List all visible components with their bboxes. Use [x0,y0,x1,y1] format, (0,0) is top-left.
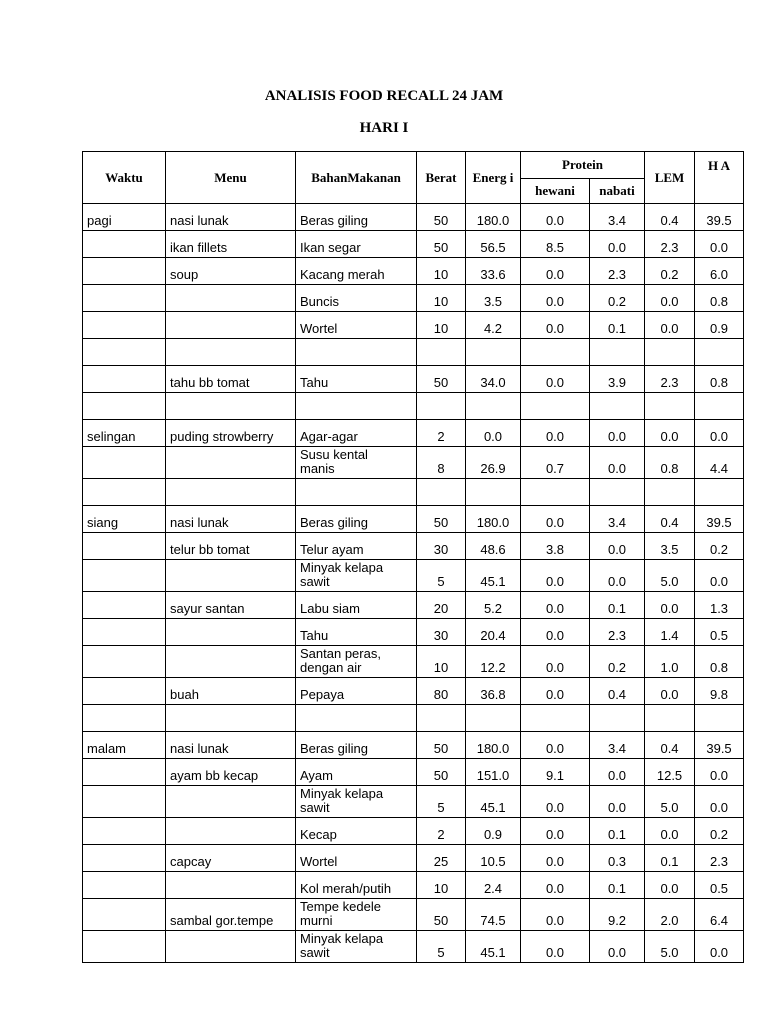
cell-nabati: 0.1 [590,592,645,619]
cell-energi: 10.5 [466,845,521,872]
cell-lem: 0.0 [645,312,695,339]
cell-waktu [83,285,166,312]
cell-waktu [83,619,166,646]
cell-energi: 34.0 [466,366,521,393]
cell-nabati: 0.0 [590,759,645,786]
cell-lem: 0.0 [645,872,695,899]
cell-energi: 4.2 [466,312,521,339]
cell-berat: 50 [417,899,466,931]
table-row [83,339,744,366]
table-row [83,678,744,705]
cell-ha: 0.8 [695,366,744,393]
cell-nabati: 0.0 [590,786,645,818]
cell-menu [166,393,296,420]
cell-waktu: selingan [83,420,166,447]
cell-ha: 0.2 [695,533,744,560]
cell-lem: 5.0 [645,786,695,818]
cell-menu: puding strowberry [166,420,296,447]
cell-berat: 25 [417,845,466,872]
cell-energi [466,705,521,732]
cell-hewani: 3.8 [521,533,590,560]
cell-waktu: malam [83,732,166,759]
cell-berat: 10 [417,258,466,285]
cell-ha: 6.0 [695,258,744,285]
cell-ha: 2.3 [695,845,744,872]
cell-nabati: 0.0 [590,231,645,258]
cell-menu [166,818,296,845]
cell-ha: 0.0 [695,231,744,258]
cell-ha [695,393,744,420]
cell-menu [166,447,296,479]
cell-ha: 0.0 [695,420,744,447]
cell-menu [166,931,296,963]
cell-waktu [83,678,166,705]
cell-berat: 5 [417,560,466,592]
cell-bahan: Tahu [296,366,417,393]
cell-nabati: 2.3 [590,258,645,285]
cell-hewani: 0.0 [521,872,590,899]
cell-hewani: 0.0 [521,560,590,592]
cell-energi: 33.6 [466,258,521,285]
cell-hewani: 0.7 [521,447,590,479]
cell-menu: nasi lunak [166,732,296,759]
cell-ha: 0.8 [695,646,744,678]
cell-nabati: 0.3 [590,845,645,872]
cell-energi: 180.0 [466,732,521,759]
cell-energi: 180.0 [466,204,521,231]
table-row [83,845,744,872]
cell-bahan: Kacang merah [296,258,417,285]
cell-waktu [83,312,166,339]
cell-nabati: 2.3 [590,619,645,646]
cell-menu: buah [166,678,296,705]
cell-nabati: 0.0 [590,931,645,963]
cell-nabati: 0.2 [590,285,645,312]
cell-hewani: 0.0 [521,646,590,678]
cell-berat [417,339,466,366]
cell-lem: 0.0 [645,592,695,619]
cell-bahan: Minyak kelapa sawit [296,786,417,818]
cell-menu [166,872,296,899]
cell-ha: 4.4 [695,447,744,479]
cell-berat: 2 [417,420,466,447]
cell-berat: 50 [417,366,466,393]
cell-berat: 50 [417,231,466,258]
table-row [83,447,744,479]
table-row [83,258,744,285]
cell-nabati: 0.0 [590,533,645,560]
header-bahan-makanan: BahanMakanan [296,152,417,204]
cell-bahan: Beras giling [296,732,417,759]
cell-lem: 0.4 [645,204,695,231]
table-row [83,285,744,312]
cell-menu: ayam bb kecap [166,759,296,786]
cell-lem: 0.0 [645,285,695,312]
header-waktu: Waktu [83,152,166,204]
cell-menu [166,646,296,678]
cell-hewani: 0.0 [521,592,590,619]
cell-ha: 0.0 [695,931,744,963]
cell-menu [166,339,296,366]
cell-menu: ikan fillets [166,231,296,258]
cell-ha: 0.5 [695,872,744,899]
cell-menu: soup [166,258,296,285]
cell-bahan: Wortel [296,845,417,872]
cell-nabati: 9.2 [590,899,645,931]
cell-lem: 5.0 [645,560,695,592]
cell-menu: nasi lunak [166,204,296,231]
cell-bahan: Minyak kelapa sawit [296,560,417,592]
cell-berat: 8 [417,447,466,479]
cell-waktu [83,872,166,899]
cell-hewani: 0.0 [521,786,590,818]
cell-berat: 10 [417,312,466,339]
cell-waktu [83,931,166,963]
cell-ha: 0.2 [695,818,744,845]
cell-lem: 1.4 [645,619,695,646]
table-row [83,786,744,818]
cell-nabati: 0.1 [590,872,645,899]
cell-hewani: 0.0 [521,619,590,646]
table-row [83,619,744,646]
cell-nabati [590,479,645,506]
cell-hewani [521,339,590,366]
cell-bahan: Wortel [296,312,417,339]
cell-waktu [83,258,166,285]
cell-bahan: Beras giling [296,204,417,231]
cell-lem [645,393,695,420]
cell-lem: 0.8 [645,447,695,479]
cell-waktu: siang [83,506,166,533]
cell-nabati: 3.4 [590,204,645,231]
cell-bahan: Kecap [296,818,417,845]
cell-waktu [83,533,166,560]
cell-menu [166,479,296,506]
table-row [83,479,744,506]
cell-waktu: pagi [83,204,166,231]
table-row [83,506,744,533]
cell-waktu [83,759,166,786]
cell-waktu [83,447,166,479]
cell-hewani: 0.0 [521,678,590,705]
cell-nabati: 0.0 [590,420,645,447]
cell-lem: 12.5 [645,759,695,786]
cell-bahan: Kol merah/putih [296,872,417,899]
cell-menu: capcay [166,845,296,872]
cell-menu: tahu bb tomat [166,366,296,393]
cell-nabati [590,705,645,732]
header-menu: Menu [166,152,296,204]
cell-menu [166,285,296,312]
table-row [83,899,744,931]
cell-waktu [83,479,166,506]
cell-hewani [521,393,590,420]
cell-energi [466,393,521,420]
cell-waktu [83,231,166,258]
cell-energi: 74.5 [466,899,521,931]
document-title: ANALISIS FOOD RECALL 24 JAM [264,88,504,104]
cell-berat [417,479,466,506]
cell-berat: 50 [417,759,466,786]
cell-berat: 2 [417,818,466,845]
cell-bahan: Agar-agar [296,420,417,447]
cell-waktu [83,646,166,678]
cell-energi: 45.1 [466,931,521,963]
cell-nabati: 0.2 [590,646,645,678]
header-nabati: nabati [590,179,645,204]
table-row [83,420,744,447]
cell-ha: 0.0 [695,759,744,786]
table-row [83,732,744,759]
cell-ha: 0.0 [695,560,744,592]
cell-energi [466,339,521,366]
table-row [83,366,744,393]
cell-ha: 1.3 [695,592,744,619]
cell-lem: 2.3 [645,366,695,393]
cell-berat: 10 [417,646,466,678]
header-hewani: hewani [521,179,590,204]
cell-ha [695,479,744,506]
cell-menu: telur bb tomat [166,533,296,560]
cell-energi: 48.6 [466,533,521,560]
cell-bahan: Telur ayam [296,533,417,560]
cell-lem: 5.0 [645,931,695,963]
cell-lem [645,705,695,732]
cell-hewani: 0.0 [521,931,590,963]
cell-bahan: Pepaya [296,678,417,705]
table-row [83,818,744,845]
cell-hewani: 0.0 [521,285,590,312]
cell-ha: 0.5 [695,619,744,646]
cell-waktu [83,899,166,931]
cell-nabati: 0.1 [590,312,645,339]
cell-waktu [83,845,166,872]
header-energi: Energ i [466,152,521,204]
table-row [83,393,744,420]
cell-bahan: Tahu [296,619,417,646]
cell-berat: 30 [417,619,466,646]
cell-ha [695,339,744,366]
table-row [83,231,744,258]
cell-nabati: 0.0 [590,447,645,479]
cell-bahan: Buncis [296,285,417,312]
cell-energi: 12.2 [466,646,521,678]
cell-hewani: 0.0 [521,366,590,393]
cell-berat: 50 [417,732,466,759]
table-row [83,204,744,231]
cell-hewani: 0.0 [521,506,590,533]
cell-berat: 80 [417,678,466,705]
cell-nabati: 3.4 [590,506,645,533]
cell-berat: 50 [417,204,466,231]
cell-menu: nasi lunak [166,506,296,533]
cell-lem: 1.0 [645,646,695,678]
cell-bahan [296,705,417,732]
cell-waktu [83,786,166,818]
table-row [83,560,744,592]
cell-bahan: Minyak kelapa sawit [296,931,417,963]
cell-bahan: Ikan segar [296,231,417,258]
cell-berat: 50 [417,506,466,533]
header-berat: Berat [417,152,466,204]
cell-menu [166,619,296,646]
cell-hewani: 0.0 [521,818,590,845]
table-row [83,759,744,786]
cell-hewani [521,479,590,506]
cell-ha: 39.5 [695,732,744,759]
header-ha: H A [695,152,744,204]
cell-lem: 0.0 [645,678,695,705]
cell-ha: 9.8 [695,678,744,705]
cell-bahan: Beras giling [296,506,417,533]
cell-energi: 151.0 [466,759,521,786]
cell-berat: 30 [417,533,466,560]
cell-bahan [296,479,417,506]
cell-hewani: 0.0 [521,204,590,231]
cell-berat: 20 [417,592,466,619]
cell-nabati: 0.4 [590,678,645,705]
cell-hewani: 0.0 [521,732,590,759]
cell-energi: 20.4 [466,619,521,646]
cell-menu [166,312,296,339]
cell-lem: 0.4 [645,506,695,533]
table-row [83,705,744,732]
cell-bahan: Tempe kedele murni [296,899,417,931]
cell-energi: 36.8 [466,678,521,705]
table-row [83,312,744,339]
table-row [83,533,744,560]
cell-lem: 2.3 [645,231,695,258]
cell-ha: 0.8 [695,285,744,312]
cell-nabati: 0.1 [590,818,645,845]
cell-bahan: Labu siam [296,592,417,619]
cell-menu [166,705,296,732]
cell-energi: 56.5 [466,231,521,258]
header-lem: LEM [645,152,695,204]
cell-lem: 0.1 [645,845,695,872]
cell-berat [417,393,466,420]
document-subtitle: HARI I [359,120,409,136]
cell-waktu [83,592,166,619]
cell-bahan [296,393,417,420]
cell-energi: 2.4 [466,872,521,899]
cell-ha: 0.9 [695,312,744,339]
cell-waktu [83,560,166,592]
cell-nabati: 3.4 [590,732,645,759]
cell-menu: sambal gor.tempe [166,899,296,931]
cell-energi: 5.2 [466,592,521,619]
cell-bahan: Ayam [296,759,417,786]
cell-waktu [83,705,166,732]
cell-nabati [590,339,645,366]
cell-nabati: 3.9 [590,366,645,393]
cell-energi: 45.1 [466,560,521,592]
cell-lem: 0.4 [645,732,695,759]
cell-menu [166,560,296,592]
cell-hewani: 0.0 [521,845,590,872]
cell-ha: 6.4 [695,899,744,931]
cell-nabati: 0.0 [590,560,645,592]
cell-lem [645,339,695,366]
cell-menu: sayur santan [166,592,296,619]
table-row [83,646,744,678]
cell-energi: 26.9 [466,447,521,479]
cell-berat: 5 [417,931,466,963]
cell-lem: 0.2 [645,258,695,285]
cell-lem: 0.0 [645,818,695,845]
cell-hewani: 0.0 [521,258,590,285]
cell-lem: 2.0 [645,899,695,931]
cell-hewani: 0.0 [521,899,590,931]
cell-berat: 10 [417,285,466,312]
cell-bahan: Santan peras, dengan air [296,646,417,678]
cell-menu [166,786,296,818]
cell-energi: 0.9 [466,818,521,845]
food-recall-table [82,151,744,963]
cell-energi: 45.1 [466,786,521,818]
cell-ha [695,705,744,732]
cell-nabati [590,393,645,420]
cell-hewani: 8.5 [521,231,590,258]
header-protein: Protein [521,152,645,179]
cell-hewani: 0.0 [521,420,590,447]
cell-hewani: 9.1 [521,759,590,786]
cell-ha: 39.5 [695,204,744,231]
cell-ha: 39.5 [695,506,744,533]
cell-hewani: 0.0 [521,312,590,339]
table-row [83,592,744,619]
cell-energi: 0.0 [466,420,521,447]
cell-waktu [83,339,166,366]
cell-waktu [83,393,166,420]
cell-energi: 3.5 [466,285,521,312]
cell-waktu [83,818,166,845]
cell-energi [466,479,521,506]
cell-berat [417,705,466,732]
table-row [83,872,744,899]
cell-lem: 0.0 [645,420,695,447]
cell-waktu [83,366,166,393]
cell-berat: 5 [417,786,466,818]
cell-bahan: Susu kental manis [296,447,417,479]
table-row [83,931,744,963]
cell-hewani [521,705,590,732]
cell-lem [645,479,695,506]
cell-energi: 180.0 [466,506,521,533]
cell-ha: 0.0 [695,786,744,818]
cell-berat: 10 [417,872,466,899]
cell-lem: 3.5 [645,533,695,560]
cell-bahan [296,339,417,366]
